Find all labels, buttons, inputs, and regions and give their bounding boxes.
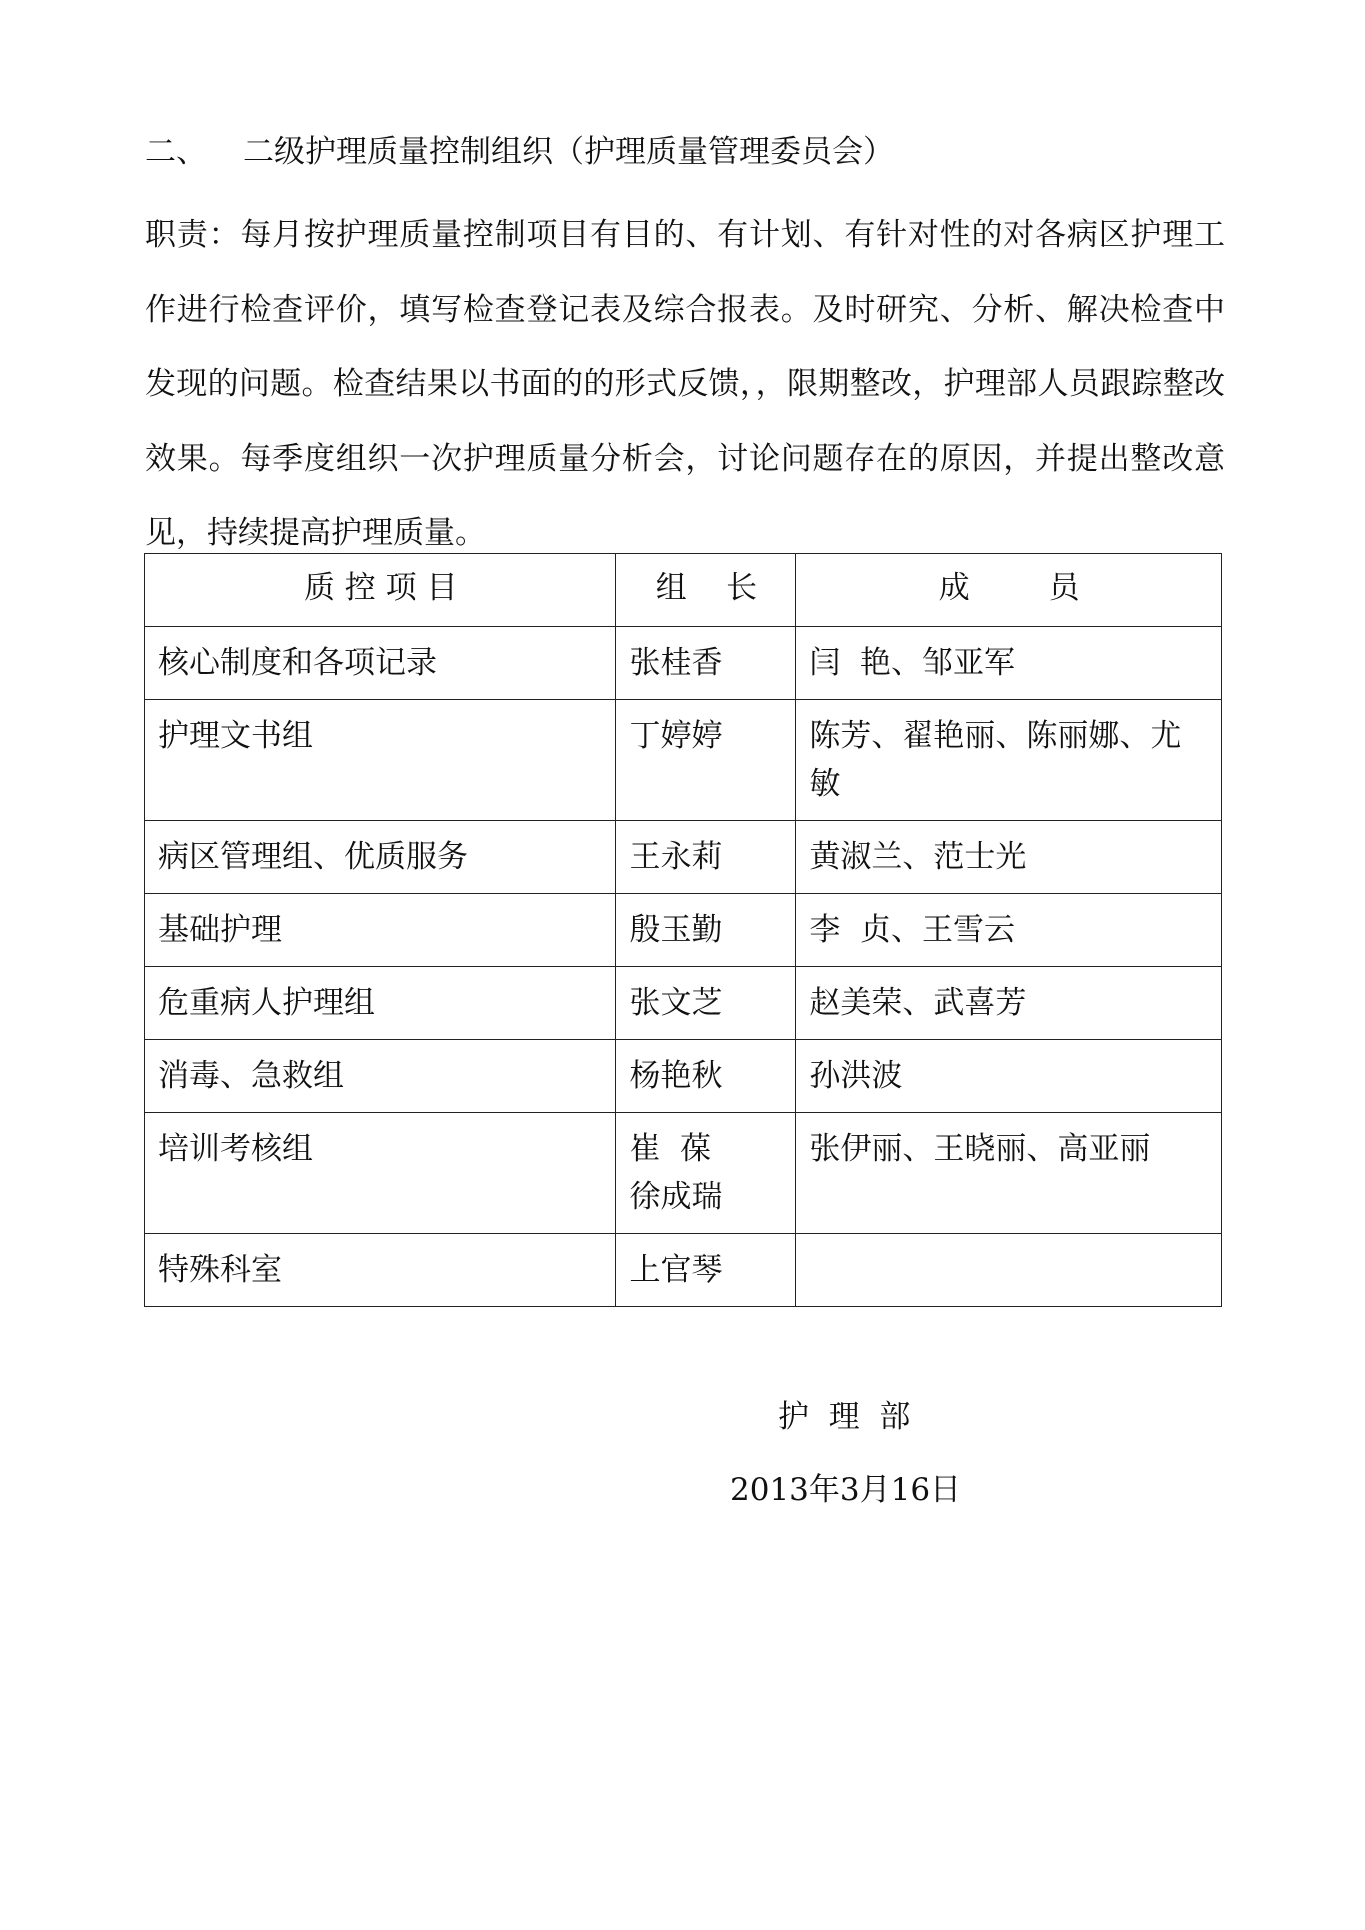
table-row: [145, 967, 1222, 1040]
cell-members: 李 贞、王雪云: [796, 894, 1222, 967]
leader-name: 王永莉: [629, 839, 723, 875]
table-row: [145, 1234, 1222, 1307]
cell-members: 闫 艳、邹亚军: [796, 627, 1222, 700]
cell-item: 病区管理组、优质服务: [145, 821, 616, 894]
header-leader: 组 长: [616, 554, 796, 627]
cell-members: 张伊丽、王晓丽、高亚丽: [796, 1113, 1222, 1234]
cell-item: 培训考核组: [145, 1113, 616, 1234]
header-item: 质 控 项 目: [145, 554, 616, 627]
cell-leader: [616, 1040, 796, 1113]
cell-leader: [616, 967, 796, 1040]
header-members: 成 员: [796, 554, 1222, 627]
leader-name: 上官琴: [629, 1252, 723, 1288]
section-number: 二、: [145, 134, 207, 170]
leader-name: 张文芝: [629, 985, 723, 1021]
table-row: [145, 894, 1222, 967]
table-row: [145, 1113, 1222, 1234]
table-row: [145, 1040, 1222, 1113]
cell-leader: [616, 894, 796, 967]
cell-item: 基础护理: [145, 894, 616, 967]
cell-leader: [616, 1234, 796, 1307]
leader-name: 殷玉勤: [629, 912, 723, 948]
section-title: 二级护理质量控制组织（护理质量管理委员会）: [243, 134, 894, 170]
leader-name: 丁婷婷: [629, 718, 723, 754]
signing-date: 2013年3月16日: [730, 1472, 962, 1508]
leader-name: 杨艳秋: [629, 1058, 723, 1094]
cell-item: 危重病人护理组: [145, 967, 616, 1040]
cell-item: 核心制度和各项记录: [145, 627, 616, 700]
cell-item: 消毒、急救组: [145, 1040, 616, 1113]
leader-name: 张桂香: [629, 645, 723, 681]
cell-leader: [616, 700, 796, 821]
signing-department: 护 理 部: [778, 1399, 911, 1435]
table-header-row: [145, 554, 1222, 627]
cell-members: 黄淑兰、范士光: [796, 821, 1222, 894]
table-row: [145, 627, 1222, 700]
cell-item: 特殊科室: [145, 1234, 616, 1307]
duties-paragraph: 职责：每月按护理质量控制项目有目的、有计划、有针对性的对各病区护理工作进行检查评价，填写检查登记表及综合报表。及时研究、分析、解决检查中发现的问题。检查结果以书面的的形式反馈，，限期整改，护理部人员跟踪整改效果。每季度组织一次护理质量分析会，讨论问题存在的原因，并提出整改意见，持续提高护理质量。: [145, 217, 1225, 551]
cell-members: 孙洪波: [796, 1040, 1222, 1113]
quality-control-table: [144, 553, 1222, 1307]
cell-members: 陈芳、翟艳丽、陈丽娜、尤敏: [796, 700, 1222, 821]
section-heading: [145, 130, 894, 174]
leader-name: 徐成瑞: [629, 1179, 723, 1215]
cell-item: 护理文书组: [145, 700, 616, 821]
table-row: [145, 821, 1222, 894]
cell-leader: [616, 821, 796, 894]
cell-leader: [616, 627, 796, 700]
cell-leader: [616, 1113, 796, 1234]
table-row: [145, 700, 1222, 821]
cell-members: 赵美荣、武喜芳: [796, 967, 1222, 1040]
leader-name: 崔 葆: [629, 1131, 712, 1167]
cell-members: [796, 1234, 1222, 1307]
